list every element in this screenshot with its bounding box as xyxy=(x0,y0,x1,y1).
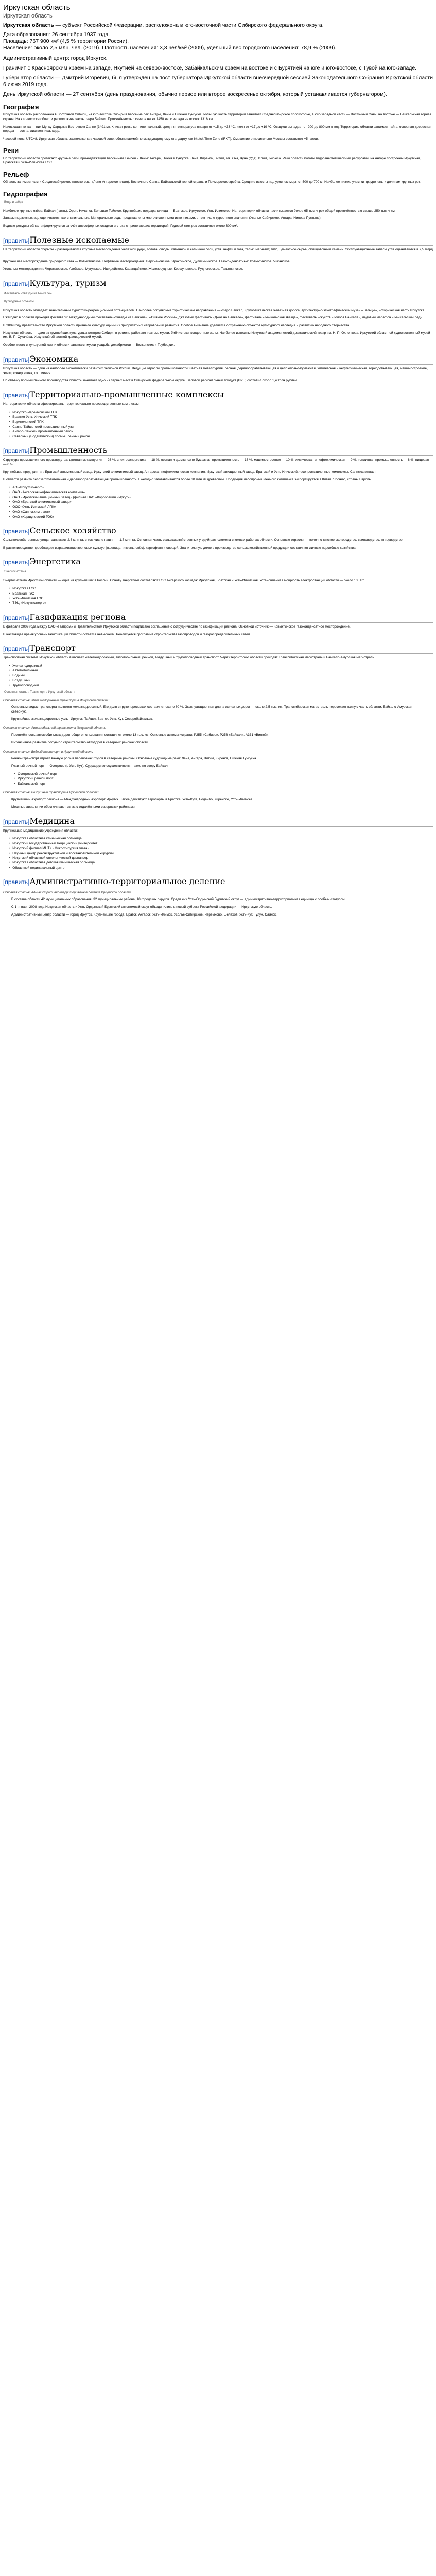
section-heading-admin xyxy=(3,876,433,887)
paragraph: Структура промышленного производства: цветная металлургия — 26 %, электроэнергетика — 18 %, лесная и целлюлозно-бумажная промышленность — 16 %, машиностроение — 10 %, химическая и нефтехимическая — 9 %, топливная промышленность — 8 %, пищевая — 6 %. xyxy=(3,458,429,466)
section-heading-transport xyxy=(3,643,433,654)
paragraph: Основным видом транспорта является железнодорожный. Его доля в грузоперевозках составляет около 80 %. Эксплуатационная длина железных дорог — около 2,5 тыс. км. Транссибирская магистраль пересекает южную часть области, Байкало-Амурская — северную. xyxy=(11,705,417,714)
list-item: • ОАО «Саянскхимпласт» xyxy=(9,510,433,514)
section-economy xyxy=(3,367,433,383)
subsection-label: Культурные объекты xyxy=(4,300,34,303)
page-title: Иркутская область xyxy=(3,3,71,12)
list-item: • Научный центр реконструктивной и восстановительной хирургии xyxy=(9,851,433,856)
intro-row: Губернатор области — Дмитрий Игоревич, был утверждён на пост губернатора Иркутской области внеочередной сессией Законодательного Собрания Иркутской области 6 июня 2019 года. xyxy=(3,74,433,88)
list-item: • Иркутский филиал МНТК «Микрохирургия глаза» xyxy=(9,846,433,851)
paragraph: Протяжённость автомобильных дорог общего пользования составляет около 13 тыс. км. Основные автомагистрали: Р255 «Сибирь», Р258 «Байкал», А331 «Вилюй». xyxy=(11,733,270,737)
paragraph: Иркутская область обладает значительным туристско-рекреационным потенциалом. Наиболее популярные туристические направления — озеро Байкал, Кругобайкальская железная дорога, архитектурно-этнографический музей «Тальцы», историческая часть Иркутска. xyxy=(3,308,426,312)
complexes-list xyxy=(9,410,433,439)
section-energy xyxy=(3,579,433,583)
paragraph: Ежегодно в области проходят фестивали: международный фестиваль «Звёзды на Байкале», «Сияние России», джазовый фестиваль «Джаз на Байкале», фестиваль «Байкальская звезда», фестиваль искусств «Голоса Байкала», ледовый марафон «Байкальский лёд». xyxy=(3,316,424,320)
section-heading-complexes xyxy=(3,389,433,400)
section-heading-minerals xyxy=(3,235,433,246)
paragraph: В 2009 году правительство Иркутской области признало культуру одним из приоритетных направлений развития. Особое внимание уделяется сохранению объектов культурного наследия и развитию народного творчества. xyxy=(3,324,351,328)
intro-row: Граничит с Красноярским краем на западе, Якутией на северо-востоке, Забайкальским краем на востоке и с Бурятией на юге и юго-востоке, с Тувой на юго-западе. xyxy=(3,64,417,71)
section-culture xyxy=(3,309,433,348)
section-heading-agriculture xyxy=(3,526,433,536)
article-head: Основная статья: Водный транспорт в Иркутской области xyxy=(3,750,93,754)
transport-article-rail xyxy=(3,699,433,722)
subsection-label: Энергосистема xyxy=(4,570,26,574)
list-item: • ООО «Усть-Илимский ЛПК» xyxy=(9,505,433,510)
edit-link[interactable]: [править] xyxy=(3,280,30,287)
section-heading-gasification xyxy=(3,612,433,623)
list-item: • АО «Иркутскэнерго» xyxy=(9,485,433,490)
main-article-note: Основная статья: Транспорт в Иркутской области xyxy=(4,691,76,694)
list-item: • Иркутская ГЭС xyxy=(9,586,433,591)
section-minerals xyxy=(3,248,433,272)
edit-link[interactable]: [править] xyxy=(3,558,30,566)
medicine-list xyxy=(9,836,433,870)
article-head: Основная статья: Автомобильный транспорт в Иркутской области xyxy=(3,727,107,731)
paragraph: В настоящее время уровень газификации области остаётся невысоким. Реализуется программа строительства газопроводов и газораспределительных сетей. xyxy=(3,632,251,636)
paragraph: Энергосистема Иркутской области — одна из крупнейших в России. Основу энергетики составляют ГЭС Ангарского каскада: Иркутская, Братская и Усть-Илимская. Установленная мощность электростанций области — около 13 ГВт. xyxy=(3,579,365,583)
list-item: • Иркутский речной порт xyxy=(14,776,433,781)
paragraph: Административный центр области — город Иркутск. Крупнейшие города: Братск, Ангарск, Усть-Илимск, Усолье-Сибирское, Черемхово, Шелехов, Усть-Кут, Тулун, Саянск. xyxy=(11,912,277,917)
intro-row: День Иркутской области — 27 сентября (день празднования, обычно первое или второе воскресенье октября, который устанавливается губернатором). xyxy=(3,91,387,97)
section-transport xyxy=(3,656,433,660)
section-agriculture xyxy=(3,538,433,550)
list-item: • ТЭЦ «Иркутскэнерго» xyxy=(9,601,433,605)
paragraph: Иркутская область — один из крупнейших культурных центров Сибири: в регионе работают театры, музеи, библиотеки, концертные залы. Наиболее известны Иркутский академический драматический театр им. Н. П. Охлопкова, Иркутский областной художественный музей им. В. П. Сукачёва, Иркутский областной краеведческий музей. xyxy=(3,331,430,340)
paragraph: Часовой пояс: UTC+8. Иркутская область расположена в часовой зоне, обозначаемой по международному стандарту как Irkutsk Time Zone (IRKT). Смещение относительно Москвы составляет +5 часов. xyxy=(3,137,319,141)
list-item: • Ангаро-Ленский промышленный район xyxy=(9,429,433,434)
section-title: Культура, туризм xyxy=(29,278,107,288)
edit-link[interactable]: [править] xyxy=(3,818,30,825)
paragraph: Крупнейшие железнодорожные узлы: Иркутск, Тайшет, Братск, Усть-Кут, Северобайкальск. xyxy=(11,717,153,721)
paragraph: Речной транспорт играет важную роль в перевозках грузов в северные районы. Основные судоходные реки: Лена, Ангара, Витим, Киренга, Нижняя Тунгуска. xyxy=(11,756,257,760)
list-item: • Верхнеленский ТПК xyxy=(9,420,433,425)
section-title: Энергетика xyxy=(29,556,81,567)
page-subtitle: Иркутская область xyxy=(3,13,53,19)
paragraph: Иркутская область — один из наиболее экономически развитых регионов России. Ведущие отрасли промышленности: цветная металлургия, лесная, деревообрабатывающая и целлюлозно-бумажная, химическая и нефтехимическая, горнодобывающая, машиностроение, электроэнергетика, топливная. xyxy=(3,366,428,375)
paragraph: По объёму промышленного производства область занимает одно из первых мест в Сибирском федеральном округе. Валовой региональный продукт (ВРП) составил около 1,4 трлн рублей. xyxy=(3,379,298,383)
transport-article-water xyxy=(3,751,433,787)
edit-link[interactable]: [править] xyxy=(3,878,30,886)
section-relief xyxy=(3,180,433,185)
section-title: Промышленность xyxy=(29,445,108,455)
edit-link[interactable]: [править] xyxy=(3,528,30,535)
section-heading-culture xyxy=(3,278,433,289)
list-item: • ОАО «Коршуновский ГОК» xyxy=(9,515,433,519)
paragraph: С 1 января 2008 года Иркутская область и Усть-Ордынский Бурятский автономный округ объединились в новый субъект Российской Федерации — Иркутскую область. xyxy=(11,905,272,909)
section-rivers xyxy=(3,157,433,165)
list-item: • Иркутский областной онкологический диспансер xyxy=(9,856,433,860)
intro xyxy=(3,22,433,98)
list-item: • Осетровский речной порт xyxy=(14,772,433,776)
section-title: Сельское хозяйство xyxy=(29,526,116,535)
water-ports-list xyxy=(14,772,433,786)
intro-lead xyxy=(3,22,433,29)
paragraph: Местные авиалинии обеспечивают связь с отдалёнными северными районами. xyxy=(11,805,136,809)
page xyxy=(0,0,436,927)
paragraph: В составе области 42 муниципальных образования: 32 муниципальных района, 10 городских округов. Среди них Усть-Ордынский Бурятский округ — административно-территориальная единица с особым статусом. xyxy=(11,897,346,902)
section-geography xyxy=(3,113,433,142)
industry-list xyxy=(9,485,433,519)
paragraph: Крупнейшие медицинские учреждения области: xyxy=(3,828,78,833)
paragraph: Область занимает части Среднесибирского плоскогорья (Лено-Ангарское плато), Восточного Саяна, Байкальской горной страны и Приморского хребта. Средние высоты над уровнем моря от 500 до 700 м. Наиболее низкие участки приурочены к долинам крупных рек. xyxy=(3,180,422,184)
paragraph: На территории области сформированы территориально-производственные комплексы: xyxy=(3,402,140,406)
intro-row: Административный центр: город Иркутск. xyxy=(3,55,108,61)
section-medicine xyxy=(3,829,433,834)
list-item: • Воздушный xyxy=(9,678,433,683)
admin-article xyxy=(3,891,433,917)
edit-link[interactable]: [править] xyxy=(3,392,30,399)
section-heading-economy xyxy=(3,354,433,365)
section-title: Территориально-промышленные комплексы xyxy=(29,389,224,399)
section-title: Медицина xyxy=(29,816,75,826)
list-item: • ОАО «Братский алюминиевый завод» xyxy=(9,500,433,504)
paragraph: Крупнейшее месторождение природного газа — Ковыктинское. Нефтяные месторождения: Верхнечонское, Ярактинское, Дулисьминское. Газоконденсатные: Ковыктинское, Чиканское. xyxy=(3,260,291,264)
paragraph: Особое место в культурной жизни области занимают музеи-усадьбы декабристов — Волконских и Трубецких. xyxy=(3,343,175,347)
section-hydrography xyxy=(3,209,433,229)
paragraph: В области развита лесозаготовительная и деревообрабатывающая промышленность. Ежегодно заготавливается более 30 млн м³ древесины. Продукция лесопромышленного комплекса экспортируется в Китай, Японию, страны Европы. xyxy=(3,478,373,482)
paragraph: Крупнейшие предприятия: Братский алюминиевый завод, Иркутский алюминиевый завод, Ангарская нефтехимическая компания, Иркутский авиационный завод, Братский и Усть-Илимский лесопромышленные комплексы, Саянскхимпласт. xyxy=(3,470,377,474)
list-item: • Иркутско-Черемховский ТПК xyxy=(9,410,433,415)
article-head: Основная статья: Железнодорожный транспорт в Иркутской области xyxy=(3,699,110,703)
list-item: • Братская ГЭС xyxy=(9,591,433,596)
intro-row: Площадь: 767 900 км² (4,5 % территории России). xyxy=(3,38,129,45)
paragraph: Иркутская область расположена в Восточной Сибири, на юго-востоке Сибири в бассейне рек Ангары, Лены и Нижней Тунгуски. Большую часть территории занимает Среднесибирское плоскогорье, в юго-западной части — Восточный Саян, на востоке — Байкальская горная страна. На юго-востоке области расположена часть озера Байкал. Протяжённость с севера на юг 1450 км, с запада на восток 1318 км. xyxy=(3,113,432,121)
list-item: • Иркутская областная клиническая больница xyxy=(9,836,433,841)
list-item: • ОАО «Иркутский авиационный завод» (филиал ПАО «Корпорация «Иркут») xyxy=(9,495,433,500)
intro-lead-rest: — субъект Российской Федерации, расположена в юго-восточной части Сибирского федерального округа. xyxy=(54,22,324,28)
paragraph: Наиболее крупные озёра: Байкал (часть), Орон, Ничатка, Большое Тойское. Крупнейшие водохранилища — Братское, Иркутское, Усть-Илимское. На территории области насчитывается более 65 тысяч рек общей протяжённостью свыше 250 тысяч км. xyxy=(3,209,396,213)
list-item: • Автомобильный xyxy=(9,668,433,673)
list-item: • Железнодорожный xyxy=(9,664,433,668)
list-item: • Областной перинатальный центр xyxy=(9,866,433,870)
section-heading-energy xyxy=(3,556,433,567)
section-title: Полезные ископаемые xyxy=(29,234,129,245)
list-item: • Северный (Бодайбинский) промышленный район xyxy=(9,434,433,439)
intro-row: Население: около 2,5 млн. чел. (2019). Плотность населения: 3,3 чел/км² (2009), удельный вес городского населения: 78,9 % (2009). xyxy=(3,45,337,52)
intro-lead-bold: Иркутская область xyxy=(3,22,54,28)
paragraph: Угольные месторождения: Черемховское, Азейское, Мугунское, Ишидейское, Каранцайское. Железорудные: Коршуновское, Рудногорское, Татьянинское. xyxy=(3,267,243,271)
section-industry xyxy=(3,458,433,482)
paragraph: Транспортная система Иркутской области включает железнодорожный, автомобильный, речной, воздушный и трубопроводный транспорт. Через территорию области проходят Транссибирская магистраль и Байкало-Амурская магистраль. xyxy=(3,656,375,660)
list-item: • Иркутский государственный медицинский университет xyxy=(9,841,433,846)
list-item: • Байкальский порт xyxy=(14,782,433,786)
section-gasification xyxy=(3,625,433,637)
article-head: Основная статья: Административно-территориальное деление Иркутской области xyxy=(3,891,131,895)
transport-list xyxy=(9,664,433,688)
list-item: • Саяно-Тайшетский промышленный узел xyxy=(9,425,433,429)
section-title: Экономика xyxy=(29,353,79,364)
article-head: Основная статья: Воздушный транспорт в Иркутской области xyxy=(3,791,99,795)
paragraph: Водные ресурсы области формируются за счёт атмосферных осадков и стока с прилегающих территорий. Годовой сток рек составляет около 300 км³. xyxy=(3,224,238,228)
section-title: Административно-территориальное деление xyxy=(29,876,225,887)
section-heading-relief: Рельеф xyxy=(3,171,29,179)
edit-link[interactable]: [править] xyxy=(3,614,30,621)
edit-link[interactable]: [править] xyxy=(3,355,30,363)
section-complexes xyxy=(3,402,433,407)
list-item: • Водный xyxy=(9,673,433,678)
section-title: Транспорт xyxy=(29,643,76,653)
paragraph: Наивысшая точка — пик Мунку-Сардык в Восточном Саяне (3491 м). Климат резко континентальный, средняя температура января от −15 до −33 °C, июля от +17 до +19 °C. Осадков выпадает от 200 до 800 мм в год. Территорию области занимает тайга, основная древесная порода — сосна, лиственница, кедр. xyxy=(3,125,431,133)
edit-link[interactable]: [править] xyxy=(3,645,30,653)
energy-list xyxy=(9,586,433,606)
section-heading-rivers: Реки xyxy=(3,146,19,155)
paragraph: Крупнейший аэропорт региона — Международный аэропорт Иркутск. Также действуют аэропорты в Братске, Усть-Куте, Бодайбо, Киренске, Усть-Илимске. xyxy=(11,798,253,802)
section-heading-industry xyxy=(3,445,433,456)
edit-link[interactable]: [править] xyxy=(3,236,30,244)
section-title: Газификация региона xyxy=(29,612,126,622)
subsection-label: Фестиваль «Звёзды на Байкале» xyxy=(4,292,52,295)
transport-article-road xyxy=(3,727,433,745)
paragraph: В феврале 2009 года между ОАО «Газпром» и Правительством Иркутской области подписано соглашение о сотрудничестве по газификации региона. Основной источник — Ковыктинское газоконденсатное месторождение. xyxy=(3,624,351,629)
list-item: • Трубопроводный xyxy=(9,683,433,688)
list-item: • Братско-Усть-Илимский ТПК xyxy=(9,415,433,419)
paragraph: Интенсивное развитие получило строительство автодорог в северных районах области. xyxy=(11,740,149,744)
paragraph: Главный речной порт — Осетрово (г. Усть-Кут). Судоходство осуществляется также по озеру Байкал. xyxy=(11,764,169,768)
section-heading-hydrography: Гидрография xyxy=(3,190,48,198)
section-heading-medicine xyxy=(3,816,433,827)
section-heading-geography: География xyxy=(3,103,39,111)
transport-article-air xyxy=(3,791,433,809)
paragraph: Сельскохозяйственные угодья занимают 2,6 млн га, в том числе пашня — 1,7 млн га. Основная часть сельскохозяйственных угодий расположена в южных районах области. Основные отрасли — молочно-мясное скотоводство, свиноводство, птицеводство. xyxy=(3,538,404,542)
list-item: • Иркутская областная детская клиническая больница xyxy=(9,860,433,865)
list-item: • ОАО «Ангарская нефтехимическая компания» xyxy=(9,490,433,495)
edit-link[interactable]: [править] xyxy=(3,447,30,455)
paragraph: Запасы подземных вод оцениваются как значительные. Минеральные воды представлены многочисленными источниками, в том числе курортного значения (Усолье-Сибирское, Ангара, Нилова Пустынь). xyxy=(3,216,322,221)
paragraph: На территории области открыты и разведываются крупные месторождения железной руды, золота, слюды, каменной и калийной соли, угля, нефти и газа, тальк, магнезит, гипс, цементное сырьё, облицовочный камень. Эксплуатационные запасы угля оцениваются в 7,5 млрд т. xyxy=(3,247,433,256)
intro-row: Дата образования: 26 сентября 1937 года. xyxy=(3,31,110,38)
list-item: • Усть-Илимская ГЭС xyxy=(9,596,433,601)
subsection-label: Вода и озёра xyxy=(4,200,23,204)
paragraph: По территории области протекают крупные реки, принадлежащие бассейнам Енисея и Лены: Ангара, Нижняя Тунгуска, Лена, Киренга, Витим, Ия, Ока, Чуна (Уда), Илим, Бирюса. Реки области богаты гидроэнергетическими ресурсами, на Ангаре построены Иркутская, Братская и Усть-Илимская ГЭС. xyxy=(3,156,421,165)
paragraph: В растениеводстве преобладает выращивание зерновых культур (пшеница, ячмень, овёс), картофеля и овощей. Значительную долю в производстве сельскохозяйственной продукции составляют личные подсобные хозяйства. xyxy=(3,546,357,550)
